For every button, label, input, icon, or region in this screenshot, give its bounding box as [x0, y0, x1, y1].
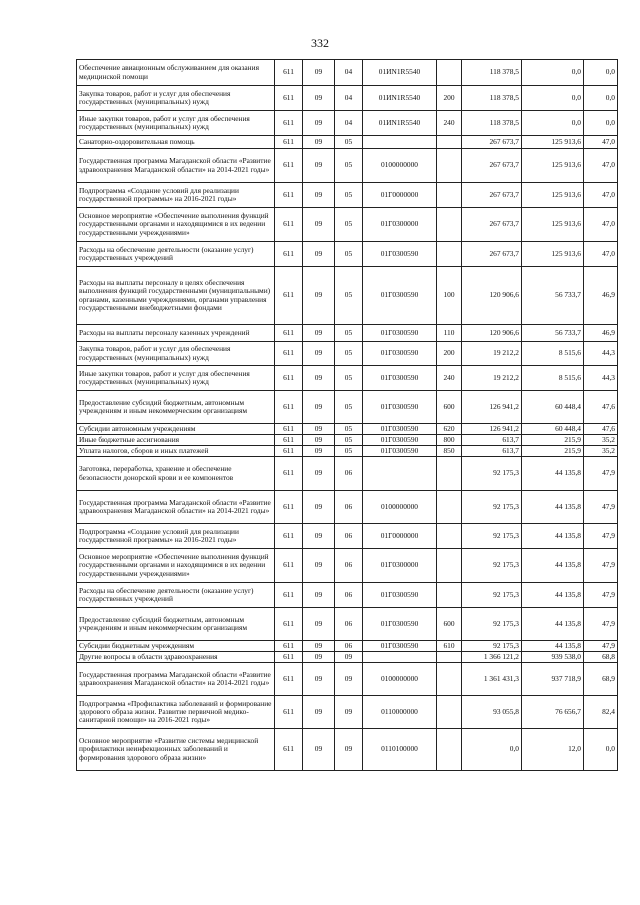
row-name: Расходы на выплаты персоналу в целях обеспечения выполнения функций государственными (муниципальными) органами, казенными учреждениями, органами управления государственными внебюджетными фондами — [77, 267, 275, 325]
row-name: Государственная программа Магаданской области «Развитие здравоохранения Магаданской области» на 2014-2021 годы» — [77, 149, 275, 183]
row-amount: 267 673,7 — [462, 149, 522, 183]
row-section: 09 — [303, 729, 335, 771]
row-subsection: 05 — [335, 446, 363, 457]
budget-table — [76, 59, 618, 771]
row-ved: 611 — [275, 641, 303, 652]
row-name: Уплата налогов, сборов и иных платежей — [77, 446, 275, 457]
row-expense-type: 800 — [437, 435, 462, 446]
row-amount: 613,7 — [462, 435, 522, 446]
row-executed: 60 448,4 — [522, 391, 584, 424]
row-expense-type: 240 — [437, 366, 462, 391]
row-ved: 611 — [275, 267, 303, 325]
row-amount: 126 941,2 — [462, 391, 522, 424]
row-section: 09 — [303, 435, 335, 446]
row-executed: 12,0 — [522, 729, 584, 771]
row-expense-type: 600 — [437, 608, 462, 641]
row-percent: 47,0 — [584, 136, 618, 149]
row-name: Обеспечение авиационным обслуживанием для оказания медицинской помощи — [77, 60, 275, 86]
row-expense-type — [437, 208, 462, 242]
row-target-code: 0100000000 — [363, 663, 437, 696]
row-ved: 611 — [275, 136, 303, 149]
row-ved: 611 — [275, 457, 303, 491]
row-ved: 611 — [275, 663, 303, 696]
table-row — [77, 549, 618, 583]
row-expense-type — [437, 242, 462, 267]
row-name: Расходы на обеспечение деятельности (оказание услуг) государственных учреждений — [77, 583, 275, 608]
row-subsection: 09 — [335, 696, 363, 729]
row-ved: 611 — [275, 491, 303, 524]
table-row — [77, 424, 618, 435]
row-amount: 92 175,3 — [462, 457, 522, 491]
row-executed: 44 135,8 — [522, 524, 584, 549]
row-target-code: 01ИN1R5540 — [363, 60, 437, 86]
row-subsection: 05 — [335, 267, 363, 325]
row-percent: 47,0 — [584, 242, 618, 267]
row-percent: 68,9 — [584, 663, 618, 696]
row-percent: 47,9 — [584, 457, 618, 491]
row-expense-type — [437, 549, 462, 583]
row-subsection: 05 — [335, 208, 363, 242]
table-row — [77, 696, 618, 729]
row-amount: 118 378,5 — [462, 86, 522, 111]
row-subsection: 04 — [335, 86, 363, 111]
row-section: 09 — [303, 60, 335, 86]
row-ved: 611 — [275, 60, 303, 86]
row-amount: 92 175,3 — [462, 549, 522, 583]
row-expense-type — [437, 729, 462, 771]
row-target-code: 01Г0300590 — [363, 366, 437, 391]
row-executed: 125 913,6 — [522, 136, 584, 149]
row-percent: 47,9 — [584, 549, 618, 583]
row-amount: 19 212,2 — [462, 342, 522, 366]
table-row — [77, 342, 618, 366]
row-percent: 46,9 — [584, 267, 618, 325]
row-percent: 47,0 — [584, 183, 618, 208]
row-subsection: 09 — [335, 729, 363, 771]
table-row — [77, 86, 618, 111]
row-section: 09 — [303, 696, 335, 729]
row-expense-type — [437, 457, 462, 491]
row-section: 09 — [303, 391, 335, 424]
row-target-code: 01ИN1R5540 — [363, 111, 437, 136]
row-executed: 215,9 — [522, 435, 584, 446]
row-expense-type: 240 — [437, 111, 462, 136]
row-ved: 611 — [275, 583, 303, 608]
table-row — [77, 136, 618, 149]
row-ved: 611 — [275, 652, 303, 663]
row-target-code: 0100000000 — [363, 149, 437, 183]
row-subsection: 05 — [335, 435, 363, 446]
row-ved: 611 — [275, 342, 303, 366]
row-name: Иные закупки товаров, работ и услуг для обеспечения государственных (муниципальных) нужд — [77, 366, 275, 391]
row-ved: 611 — [275, 86, 303, 111]
table-row — [77, 652, 618, 663]
row-subsection: 06 — [335, 549, 363, 583]
row-section: 09 — [303, 652, 335, 663]
row-target-code: 01Г0300590 — [363, 608, 437, 641]
row-ved: 611 — [275, 183, 303, 208]
row-subsection: 06 — [335, 491, 363, 524]
table-row — [77, 583, 618, 608]
row-executed: 44 135,8 — [522, 491, 584, 524]
row-amount: 613,7 — [462, 446, 522, 457]
row-percent: 47,9 — [584, 524, 618, 549]
row-percent: 46,9 — [584, 325, 618, 342]
row-amount: 92 175,3 — [462, 641, 522, 652]
row-subsection: 05 — [335, 183, 363, 208]
row-executed: 0,0 — [522, 111, 584, 136]
row-section: 09 — [303, 583, 335, 608]
row-section: 09 — [303, 549, 335, 583]
table-row — [77, 325, 618, 342]
row-section: 09 — [303, 267, 335, 325]
table-row — [77, 524, 618, 549]
row-expense-type — [437, 60, 462, 86]
row-subsection: 06 — [335, 457, 363, 491]
row-target-code: 01Г0300590 — [363, 583, 437, 608]
row-expense-type — [437, 652, 462, 663]
row-target-code: 01Г0300590 — [363, 641, 437, 652]
table-row — [77, 208, 618, 242]
row-section: 09 — [303, 524, 335, 549]
row-percent: 47,9 — [584, 583, 618, 608]
table-row — [77, 366, 618, 391]
row-executed: 0,0 — [522, 60, 584, 86]
page-number: 332 — [311, 36, 329, 50]
row-subsection: 09 — [335, 663, 363, 696]
row-amount: 93 055,8 — [462, 696, 522, 729]
row-target-code: 01Г0300590 — [363, 446, 437, 457]
row-target-code: 01ИN1R5540 — [363, 86, 437, 111]
row-percent: 35,2 — [584, 435, 618, 446]
row-target-code: 01Г0300590 — [363, 391, 437, 424]
row-subsection: 09 — [335, 652, 363, 663]
table-row — [77, 60, 618, 86]
row-amount: 1 361 431,3 — [462, 663, 522, 696]
row-subsection: 05 — [335, 424, 363, 435]
row-name: Государственная программа Магаданской области «Развитие здравоохранения Магаданской области» на 2014-2021 годы» — [77, 491, 275, 524]
row-ved: 611 — [275, 208, 303, 242]
row-name: Подпрограмма «Профилактика заболеваний и формирование здорового образа жизни. Развитие первичной медико-санитарной помощи» на 2016-2021 годы» — [77, 696, 275, 729]
row-ved: 611 — [275, 424, 303, 435]
table-row — [77, 149, 618, 183]
row-executed: 44 135,8 — [522, 641, 584, 652]
row-percent: 68,8 — [584, 652, 618, 663]
row-percent: 44,3 — [584, 366, 618, 391]
row-subsection: 05 — [335, 149, 363, 183]
row-section: 09 — [303, 366, 335, 391]
row-percent: 0,0 — [584, 729, 618, 771]
row-expense-type — [437, 136, 462, 149]
row-ved: 611 — [275, 729, 303, 771]
row-ved: 611 — [275, 549, 303, 583]
row-section: 09 — [303, 424, 335, 435]
row-percent: 47,6 — [584, 424, 618, 435]
row-section: 09 — [303, 149, 335, 183]
table-row — [77, 457, 618, 491]
row-expense-type — [437, 524, 462, 549]
row-executed: 44 135,8 — [522, 549, 584, 583]
row-percent: 47,9 — [584, 641, 618, 652]
table-row — [77, 435, 618, 446]
row-section: 09 — [303, 325, 335, 342]
row-section: 09 — [303, 491, 335, 524]
row-subsection: 05 — [335, 136, 363, 149]
row-subsection: 04 — [335, 60, 363, 86]
row-percent: 47,0 — [584, 149, 618, 183]
row-subsection: 06 — [335, 524, 363, 549]
row-amount: 118 378,5 — [462, 111, 522, 136]
row-expense-type — [437, 583, 462, 608]
row-executed: 8 515,6 — [522, 342, 584, 366]
row-name: Предоставление субсидий бюджетным, автономным учреждениям и иным некоммерческим организациям — [77, 608, 275, 641]
row-name: Другие вопросы в области здравоохранения — [77, 652, 275, 663]
row-section: 09 — [303, 136, 335, 149]
row-target-code — [363, 652, 437, 663]
row-percent: 0,0 — [584, 86, 618, 111]
row-ved: 611 — [275, 435, 303, 446]
row-section: 09 — [303, 446, 335, 457]
row-amount: 120 906,6 — [462, 325, 522, 342]
row-target-code: 01Г0300590 — [363, 267, 437, 325]
row-target-code: 0110100000 — [363, 729, 437, 771]
row-subsection: 05 — [335, 342, 363, 366]
row-percent: 47,6 — [584, 391, 618, 424]
row-ved: 611 — [275, 608, 303, 641]
row-percent: 44,3 — [584, 342, 618, 366]
row-expense-type — [437, 183, 462, 208]
row-target-code: 01Г0300590 — [363, 435, 437, 446]
row-executed: 125 913,6 — [522, 149, 584, 183]
row-subsection: 04 — [335, 111, 363, 136]
row-percent: 47,9 — [584, 491, 618, 524]
row-expense-type: 610 — [437, 641, 462, 652]
row-amount: 92 175,3 — [462, 524, 522, 549]
row-target-code: 01Г0300590 — [363, 242, 437, 267]
row-subsection: 06 — [335, 583, 363, 608]
row-executed: 60 448,4 — [522, 424, 584, 435]
row-executed: 44 135,8 — [522, 583, 584, 608]
row-expense-type: 200 — [437, 342, 462, 366]
table-row — [77, 641, 618, 652]
row-amount: 92 175,3 — [462, 583, 522, 608]
row-expense-type — [437, 149, 462, 183]
row-amount: 1 366 121,2 — [462, 652, 522, 663]
row-name: Основное мероприятие «Обеспечение выполнения функций государственными органами и находящимися в их ведении государственными учреждениями» — [77, 549, 275, 583]
row-expense-type: 110 — [437, 325, 462, 342]
row-target-code: 01Г0300590 — [363, 325, 437, 342]
row-name: Заготовка, переработка, хранение и обеспечение безопасности донорской крови и ее компонентов — [77, 457, 275, 491]
row-ved: 611 — [275, 242, 303, 267]
row-target-code — [363, 457, 437, 491]
row-subsection: 06 — [335, 608, 363, 641]
row-amount: 126 941,2 — [462, 424, 522, 435]
row-name: Закупка товаров, работ и услуг для обеспечения государственных (муниципальных) нужд — [77, 86, 275, 111]
row-subsection: 06 — [335, 641, 363, 652]
row-amount: 120 906,6 — [462, 267, 522, 325]
row-subsection: 05 — [335, 366, 363, 391]
table-row — [77, 183, 618, 208]
row-amount: 19 212,2 — [462, 366, 522, 391]
row-percent: 47,0 — [584, 208, 618, 242]
row-section: 09 — [303, 111, 335, 136]
row-executed: 937 718,9 — [522, 663, 584, 696]
row-section: 09 — [303, 641, 335, 652]
row-percent: 35,2 — [584, 446, 618, 457]
row-target-code: 01Г0300000 — [363, 549, 437, 583]
row-amount: 118 378,5 — [462, 60, 522, 86]
row-name: Субсидии автономным учреждениям — [77, 424, 275, 435]
row-expense-type — [437, 696, 462, 729]
row-name: Государственная программа Магаданской области «Развитие здравоохранения Магаданской области» на 2014-2021 годы» — [77, 663, 275, 696]
row-expense-type: 620 — [437, 424, 462, 435]
row-expense-type — [437, 491, 462, 524]
row-expense-type: 100 — [437, 267, 462, 325]
row-section: 09 — [303, 342, 335, 366]
row-name: Основное мероприятие «Обеспечение выполнения функций государственными органами и находящимися в их ведении государственными учреждениями» — [77, 208, 275, 242]
row-amount: 0,0 — [462, 729, 522, 771]
row-executed: 44 135,8 — [522, 457, 584, 491]
row-section: 09 — [303, 242, 335, 267]
row-expense-type: 850 — [437, 446, 462, 457]
row-executed: 44 135,8 — [522, 608, 584, 641]
table-row — [77, 446, 618, 457]
row-subsection: 05 — [335, 391, 363, 424]
row-name: Иные бюджетные ассигнования — [77, 435, 275, 446]
row-section: 09 — [303, 208, 335, 242]
row-name: Расходы на выплаты персоналу казенных учреждений — [77, 325, 275, 342]
row-executed: 125 913,6 — [522, 208, 584, 242]
table-row — [77, 491, 618, 524]
table-row — [77, 663, 618, 696]
row-section: 09 — [303, 457, 335, 491]
row-executed: 56 733,7 — [522, 267, 584, 325]
row-executed: 125 913,6 — [522, 183, 584, 208]
row-name: Основное мероприятие «Развитие системы медицинской профилактики неинфекционных заболеваний и формирования здорового образа жизни» — [77, 729, 275, 771]
row-target-code: 01Г0300590 — [363, 424, 437, 435]
row-name: Субсидии бюджетным учреждениям — [77, 641, 275, 652]
row-ved: 611 — [275, 366, 303, 391]
row-target-code: 01Г0300000 — [363, 208, 437, 242]
row-executed: 125 913,6 — [522, 242, 584, 267]
row-target-code: 0100000000 — [363, 491, 437, 524]
row-amount: 267 673,7 — [462, 208, 522, 242]
table-row — [77, 111, 618, 136]
row-amount: 267 673,7 — [462, 183, 522, 208]
row-expense-type: 600 — [437, 391, 462, 424]
row-executed: 56 733,7 — [522, 325, 584, 342]
row-ved: 611 — [275, 696, 303, 729]
row-percent: 0,0 — [584, 60, 618, 86]
row-percent: 0,0 — [584, 111, 618, 136]
row-executed: 939 538,0 — [522, 652, 584, 663]
row-percent: 47,9 — [584, 608, 618, 641]
row-executed: 76 656,7 — [522, 696, 584, 729]
row-ved: 611 — [275, 149, 303, 183]
row-name: Расходы на обеспечение деятельности (оказание услуг) государственных учреждений — [77, 242, 275, 267]
row-amount: 267 673,7 — [462, 136, 522, 149]
row-subsection: 05 — [335, 325, 363, 342]
row-section: 09 — [303, 663, 335, 696]
row-ved: 611 — [275, 446, 303, 457]
row-target-code — [363, 136, 437, 149]
table-row — [77, 608, 618, 641]
row-target-code: 01Г0000000 — [363, 183, 437, 208]
table-row — [77, 391, 618, 424]
table-row — [77, 267, 618, 325]
row-executed: 215,9 — [522, 446, 584, 457]
row-section: 09 — [303, 86, 335, 111]
table-row — [77, 729, 618, 771]
row-percent: 82,4 — [584, 696, 618, 729]
row-ved: 611 — [275, 325, 303, 342]
row-amount: 92 175,3 — [462, 608, 522, 641]
row-section: 09 — [303, 608, 335, 641]
row-name: Подпрограмма «Создание условий для реализации государственной программы» на 2016-2021 годы» — [77, 183, 275, 208]
row-executed: 8 515,6 — [522, 366, 584, 391]
row-target-code: 01Г0000000 — [363, 524, 437, 549]
row-name: Предоставление субсидий бюджетным, автономным учреждениям и иным некоммерческим организациям — [77, 391, 275, 424]
row-name: Санаторно-оздоровительная помощь — [77, 136, 275, 149]
row-target-code: 0110000000 — [363, 696, 437, 729]
table-row — [77, 242, 618, 267]
row-amount: 267 673,7 — [462, 242, 522, 267]
row-ved: 611 — [275, 524, 303, 549]
row-expense-type — [437, 663, 462, 696]
row-name: Иные закупки товаров, работ и услуг для обеспечения государственных (муниципальных) нужд — [77, 111, 275, 136]
row-name: Закупка товаров, работ и услуг для обеспечения государственных (муниципальных) нужд — [77, 342, 275, 366]
row-name: Подпрограмма «Создание условий для реализации государственной программы» на 2016-2021 годы» — [77, 524, 275, 549]
row-ved: 611 — [275, 391, 303, 424]
row-subsection: 05 — [335, 242, 363, 267]
row-expense-type: 200 — [437, 86, 462, 111]
row-section: 09 — [303, 183, 335, 208]
row-target-code: 01Г0300590 — [363, 342, 437, 366]
row-amount: 92 175,3 — [462, 491, 522, 524]
row-ved: 611 — [275, 111, 303, 136]
row-executed: 0,0 — [522, 86, 584, 111]
